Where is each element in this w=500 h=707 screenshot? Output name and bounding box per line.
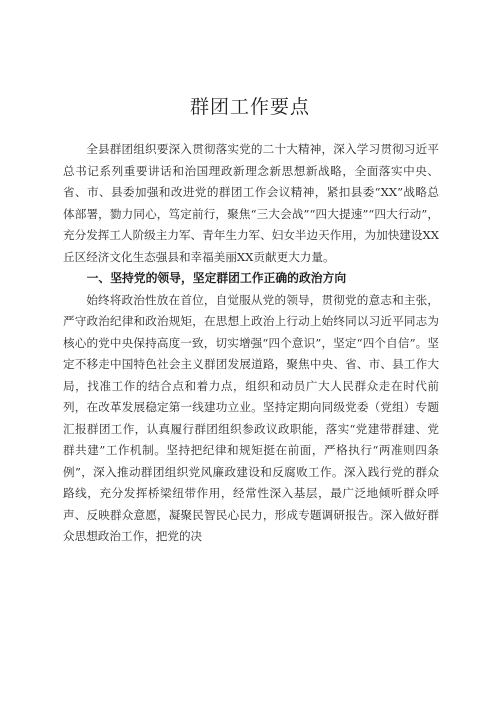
document-title: 群团工作要点 [189,96,310,118]
section-1-paragraph: 始终将政治性放在首位，自觉服从党的领导，贯彻党的意志和主张，严守政治纪律和政治规矩，在思想上政治上行动上始终同以习近平同志为核心的党中央保持高度一致，切实增强“四个意识”，坚定“四个自信”。坚定不移走中国特色社会主义群团发展道路，聚焦中央、省、市、县工作大局，找准工作的结合点和着力点，组织和动员广大人民群众走在时代前列，在改革发展稳定第一线建功立业。坚持定期向同级党委（党组）专题汇报群团工作，认真履行群团组织参政议政职能，落实“党建带群建、党群共建”工作机制。坚持把纪律和规矩挺在前面，严格执行“两准则四条例”，深入推动群团组织党风廉政建设和反腐败工作。深入践行党的群众路线，充分发挥桥梁纽带作用，经常性深入基层，最广泛地倾听群众呼声、反映群众意愿，凝聚民智民心民力，形成专题调研报告。深入做好群众思想政治工作，把党的决 [63,292,439,543]
document-body [63,139,439,548]
section-heading-1: 一、坚持党的领导，坚定群团工作正确的政治方向 [86,271,347,285]
intro-paragraph: 全县群团组织要深入贯彻落实党的二十大精神，深入学习贯彻习近平总书记系列重要讲话和治国理政新理念新思想新战略，全面落实中央、省、市、县委加强和改进党的群团工作会议精神，紧扣县委“XX”战略总体部署，勠力同心，笃定前行，聚焦“三大会战”“四大提速”“四大行动”，充分发挥工人阶级主力军、青年生力军、妇女半边天作用，为加快建设XX丘区经济文化生态强县和幸福美丽XX贡献更大力量。 [63,142,439,264]
